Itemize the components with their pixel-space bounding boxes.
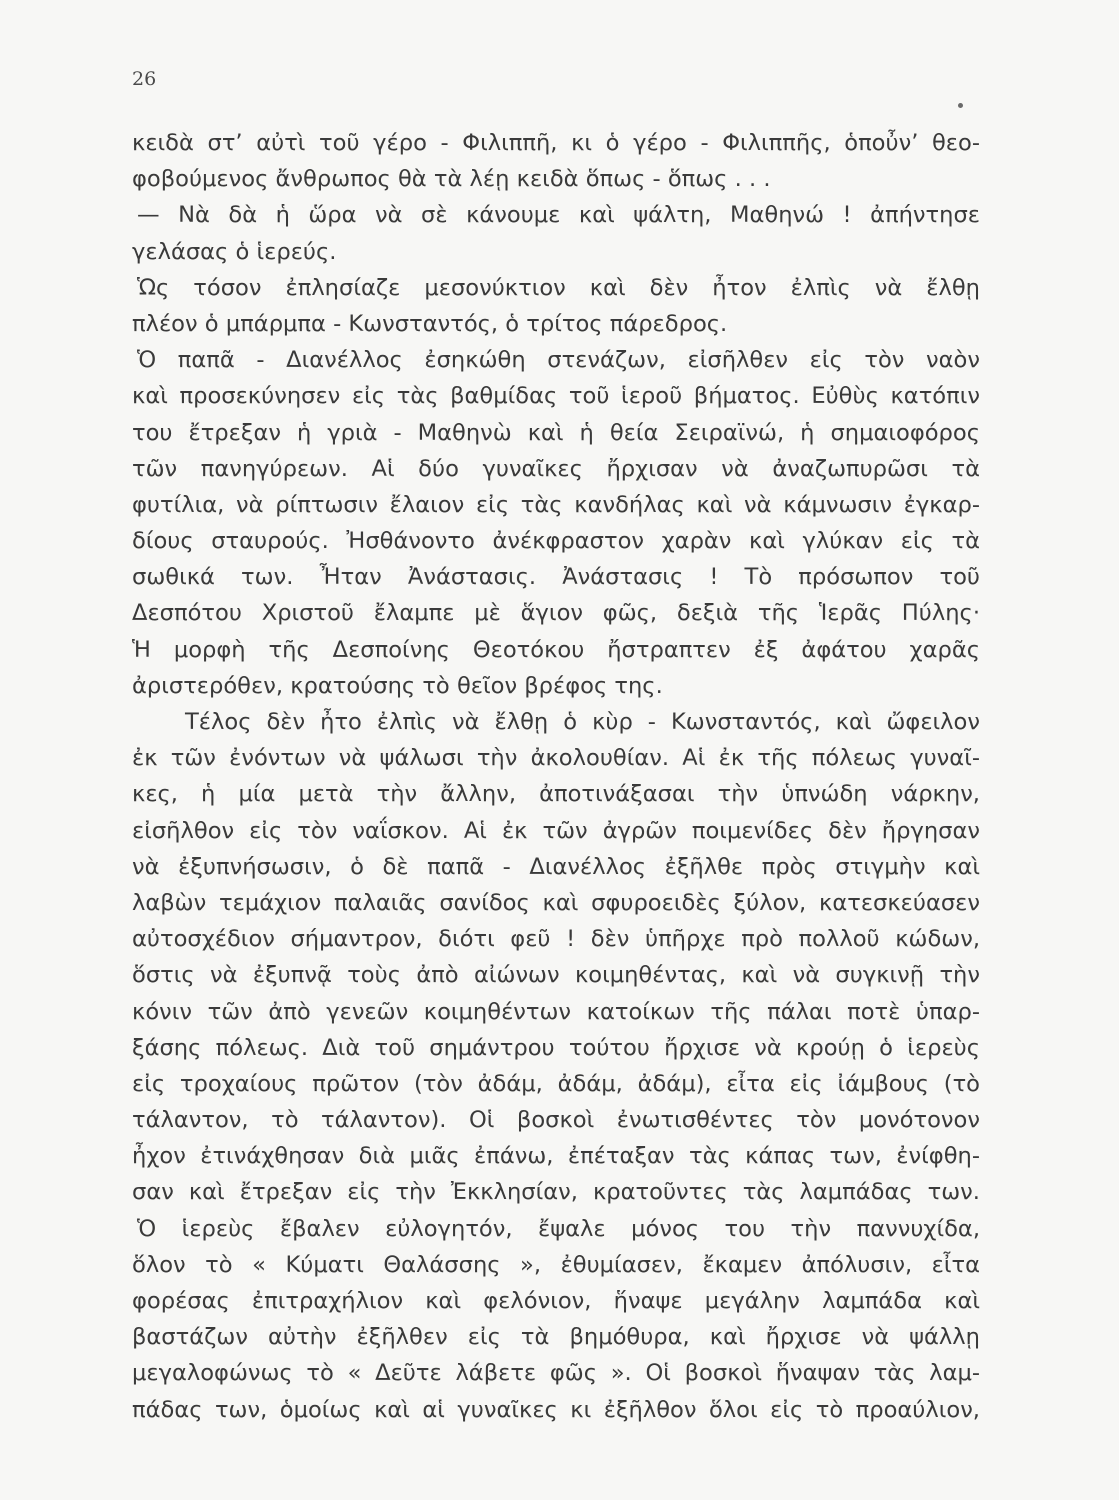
text-line: σαν καὶ ἔτρεξαν εἰς τὴν Ἐκκλησίαν, κρατοῦντες τὰς λαμπάδας των. bbox=[132, 1179, 980, 1206]
text-line: Ἡ μορφὴ τῆς Δεσποίνης Θεοτόκου ἤστραπτεν ἐξ ἀφάτου χαρᾶς bbox=[132, 636, 980, 663]
text-line: σωθικά των. Ἦταν Ἀνάστασις. Ἀνάστασις ! Τὸ πρόσωπον τοῦ bbox=[132, 564, 980, 591]
ink-dot bbox=[958, 103, 963, 108]
text-line: ὅστις νὰ ἐξυπνᾷ τοὺς ἀπὸ αἰώνων κοιμηθέντας, καὶ νὰ συγκινῇ τὴν bbox=[132, 962, 980, 989]
text-line: φυτίλια, νὰ ρίπτωσιν ἔλαιον εἰς τὰς κανδήλας καὶ νὰ κάμνωσιν ἐγκαρ- bbox=[132, 491, 980, 518]
text-line: φοβούμενος ἄνθρωπος θὰ τὰ λέῃ κειδὰ ὅπως - ὅπως . . . bbox=[132, 166, 771, 193]
text-line: δίους σταυρούς. Ἠσθάνοντο ἀνέκφραστον χαρὰν καὶ γλύκαν εἰς τὰ bbox=[132, 528, 980, 555]
text-line: Δεσπότου Χριστοῦ ἔλαμπε μὲ ἅγιον φῶς, δεξιὰ τῆς Ἱερᾶς Πύλης· bbox=[132, 600, 980, 627]
text-line: αὐτοσχέδιον σήμαντρον, διότι φεῦ ! δὲν ὑπῆρχε πρὸ πολλοῦ κώδων, bbox=[132, 926, 980, 953]
text-line: ἀριστερόθεν, κρατούσης τὸ θεῖον βρέφος της. bbox=[132, 672, 663, 699]
text-line: τῶν πανηγύρεων. Αἱ δύο γυναῖκες ἤρχισαν νὰ ἀναζωπυρῶσι τὰ bbox=[132, 455, 980, 482]
text-line: ὅλον τὸ « Κύματι Θαλάσσης », ἐθυμίασεν, ἔκαμεν ἀπόλυσιν, εἶτα bbox=[132, 1251, 980, 1278]
text-line: φορέσας ἐπιτραχήλιον καὶ φελόνιον, ἥναψε μεγάλην λαμπάδα καὶ bbox=[132, 1288, 980, 1314]
body-text bbox=[132, 125, 980, 1428]
text-line: κόνιν τῶν ἀπὸ γενεῶν κοιμηθέντων κατοίκων τῆς πάλαι ποτὲ ὑπαρ- bbox=[132, 998, 980, 1025]
text-line: γελάσας ὁ ἱερεύς. bbox=[132, 238, 337, 265]
text-line: του ἔτρεξαν ἡ γριὰ - Μαθηνὼ καὶ ἡ θεία Σειραϊνώ, ἡ σημαιοφόρος bbox=[132, 419, 980, 446]
text-line: τάλαντον, τὸ τάλαντον). Οἱ βοσκοὶ ἐνωτισθέντες τὸν μονότονον bbox=[132, 1107, 980, 1134]
text-line: ἐκ τῶν ἐνόντων νὰ ψάλωσι τὴν ἀκολουθίαν. Αἱ ἐκ τῆς πόλεως γυναῖ- bbox=[132, 745, 980, 772]
text-line: λαβὼν τεμάχιον παλαιᾶς σανίδος καὶ σφυροειδὲς ξύλον, κατεσκεύασεν bbox=[132, 889, 980, 916]
text-line: εἰσῆλθον εἰς τὸν ναΐσκον. Αἱ ἐκ τῶν ἀγρῶν ποιμενίδες δὲν ἤργησαν bbox=[132, 817, 980, 844]
text-line: ἦχον ἐτινάχθησαν διὰ μιᾶς ἐπάνω, ἐπέταξαν τὰς κάπας των, ἐνίφθη- bbox=[132, 1143, 980, 1170]
text-line: βαστάζων αὐτὴν ἐξῆλθεν εἰς τὰ βημόθυρα, καὶ ἤρχισε νὰ ψάλλῃ bbox=[132, 1324, 980, 1351]
text-line: Ὡς τόσον ἐπλησίαζε μεσονύκτιον καὶ δὲν ἦτον ἐλπὶς νὰ ἔλθῃ bbox=[137, 274, 980, 301]
text-line: Ὁ ἱερεὺς ἔβαλεν εὐλογητόν, ἔψαλε μόνος του τὴν παννυχίδα, bbox=[137, 1215, 980, 1242]
text-line: πάδας των, ὁμοίως καὶ αἱ γυναῖκες κι ἐξῆλθον ὅλοι εἰς τὸ προαύλιον, bbox=[132, 1396, 980, 1423]
text-line: εἰς τροχαίους πρῶτον (τὸν ἀδάμ, ἀδάμ, ἀδάμ), εἶτα εἰς ἰάμβους (τὸ bbox=[132, 1070, 980, 1097]
page-number: 26 bbox=[132, 68, 157, 90]
text-line: κειδὰ στ’ αὐτὶ τοῦ γέρο - Φιλιππῆ, κι ὁ γέρο - Φιλιππῆς, ὁποὖν’ θεο- bbox=[132, 130, 980, 156]
text-line: — Νὰ δὰ ἡ ὥρα νὰ σὲ κάνουμε καὶ ψάλτη, Μαθηνώ ! ἀπήντησε bbox=[137, 202, 980, 229]
text-line: πλέον ὁ μπάρμπα - Κωνσταντός, ὁ τρίτος πάρεδρος. bbox=[132, 310, 728, 337]
text-line: Ὁ παπᾶ - Διανέλλος ἐσηκώθη στενάζων, εἰσῆλθεν εἰς τὸν ναὸν bbox=[137, 347, 980, 374]
text-line: καὶ προσεκύνησεν εἰς τὰς βαθμίδας τοῦ ἱεροῦ βήματος. Εὐθὺς κατόπιν bbox=[132, 383, 980, 410]
text-line: κες, ἡ μία μετὰ τὴν ἄλλην, ἀποτινάξασαι τὴν ὑπνώδη νάρκην, bbox=[132, 781, 980, 808]
text-line: Τέλος δὲν ἦτο ἐλπὶς νὰ ἔλθῃ ὁ κὺρ - Κωνσταντός, καὶ ὤφειλον bbox=[185, 709, 980, 735]
text-line: ξάσης πόλεως. Διὰ τοῦ σημάντρου τούτου ἤρχισε νὰ κρούῃ ὁ ἱερεὺς bbox=[132, 1034, 980, 1061]
text-line: νὰ ἐξυπνήσωσιν, ὁ δὲ παπᾶ - Διανέλλος ἐξῆλθε πρὸς στιγμὴν καὶ bbox=[132, 853, 980, 880]
text-line: μεγαλοφώνως τὸ « Δεῦτε λάβετε φῶς ». Οἱ βοσκοὶ ἥναψαν τὰς λαμ- bbox=[132, 1360, 980, 1387]
